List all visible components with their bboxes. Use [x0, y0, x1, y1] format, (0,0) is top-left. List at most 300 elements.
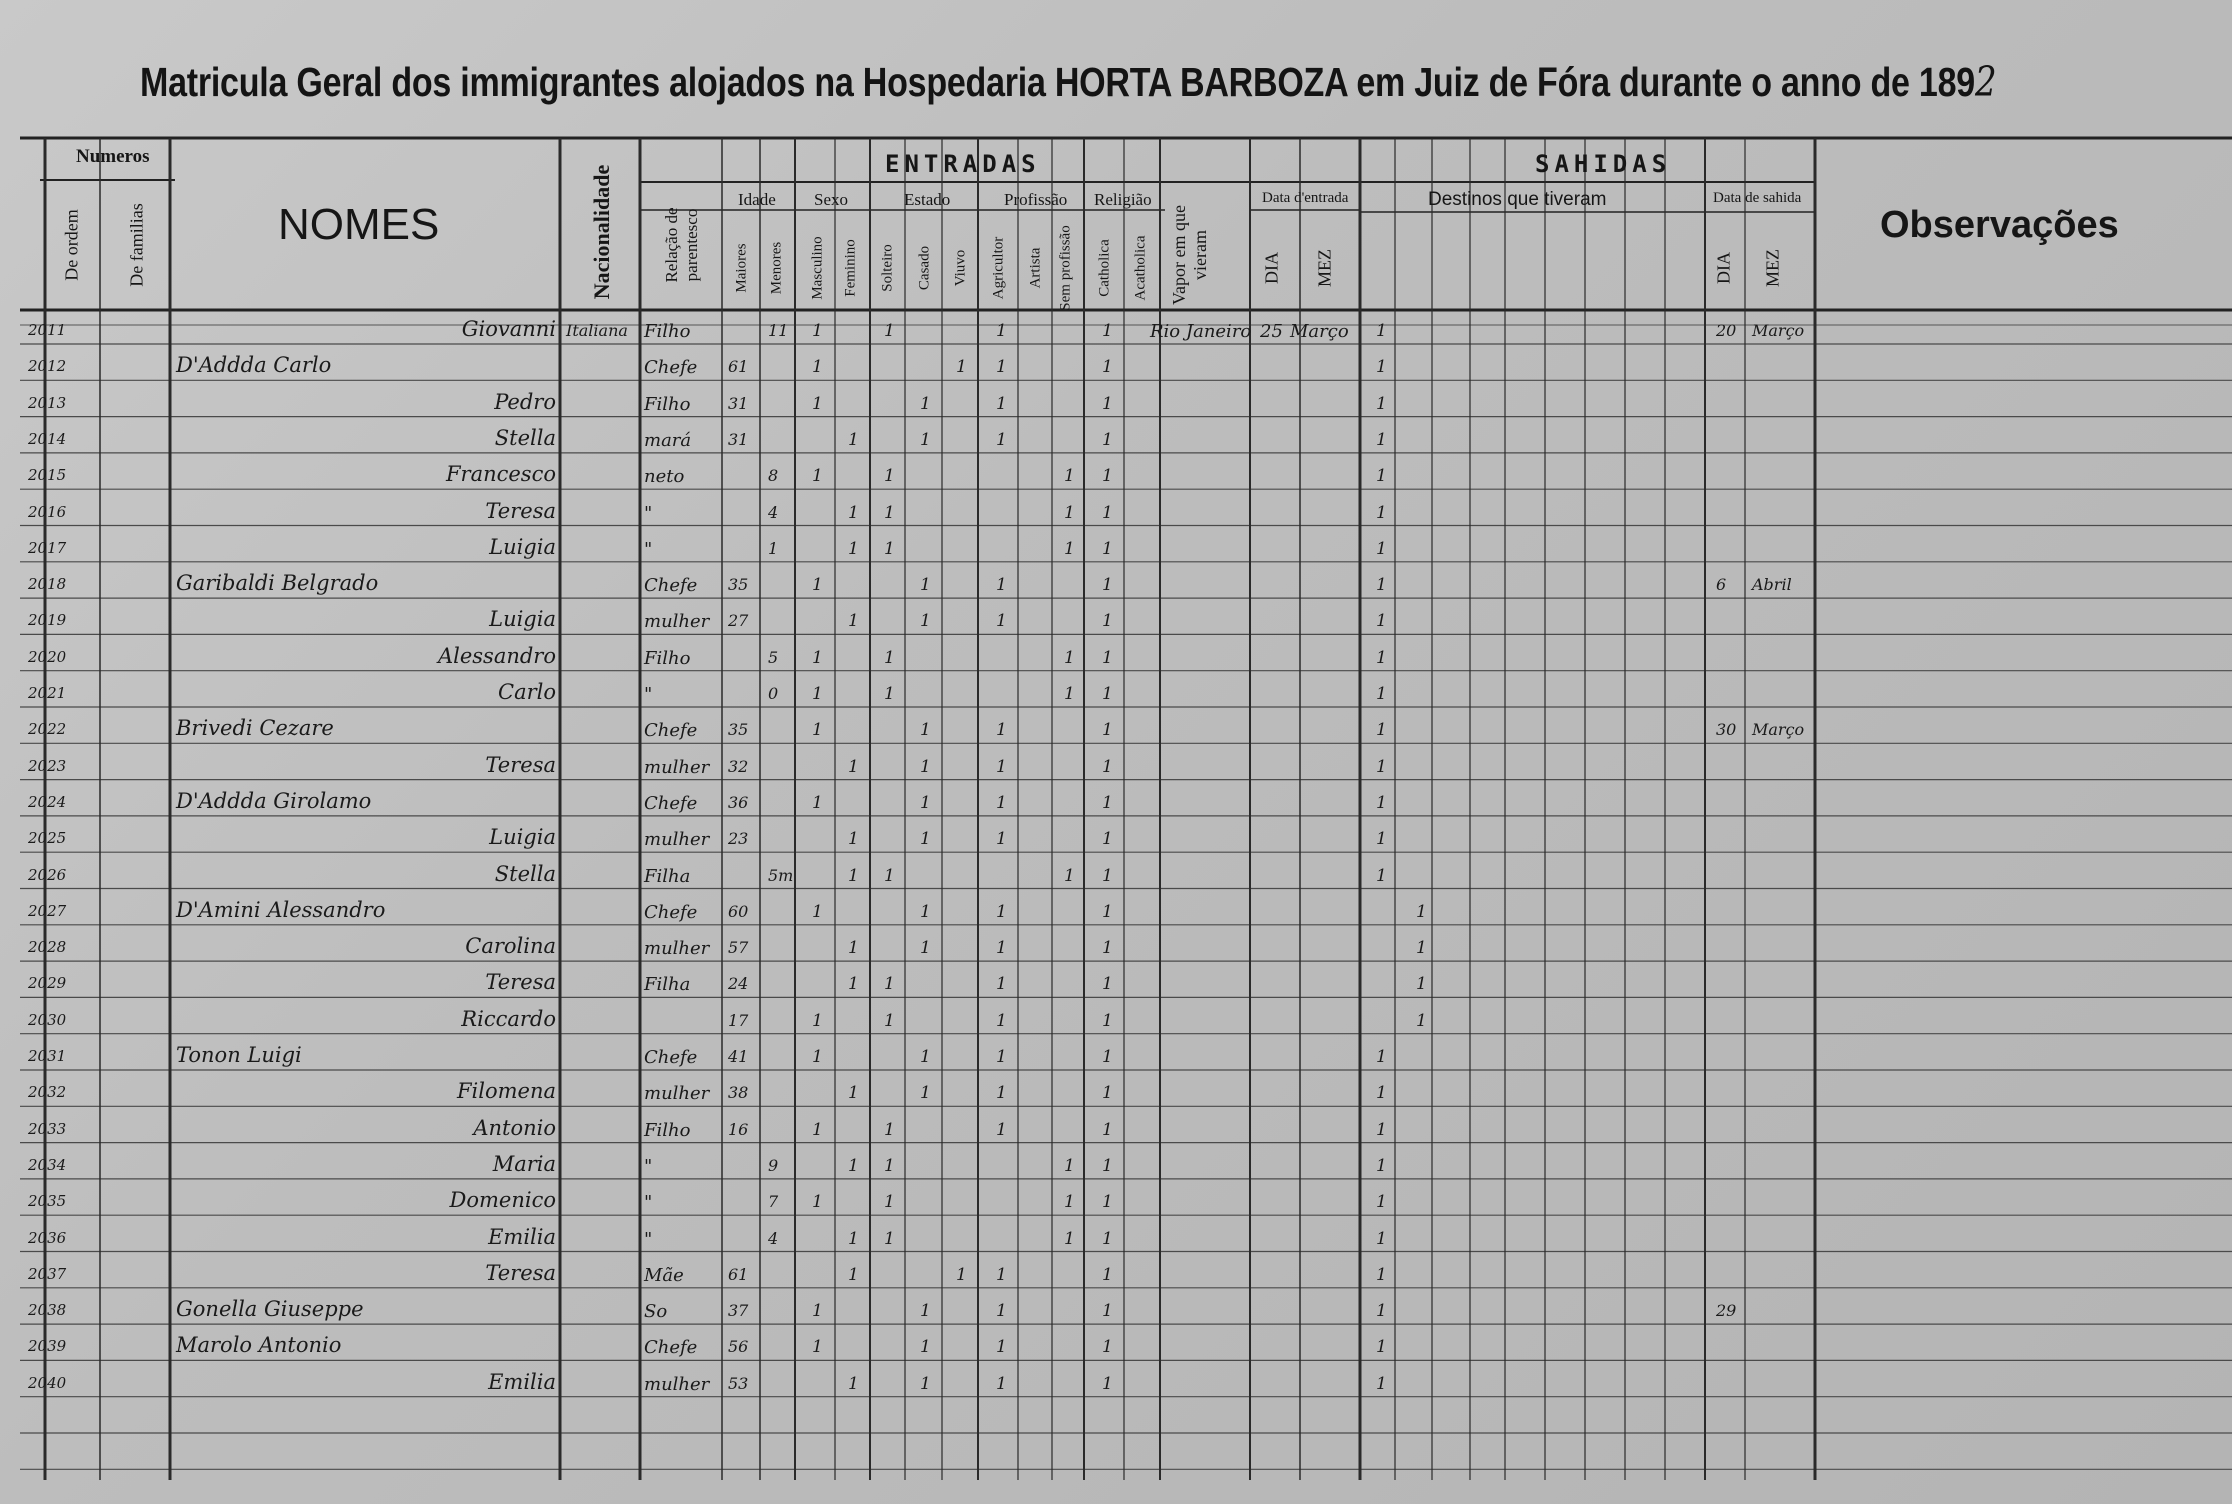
destino-minas-cell: 1: [1416, 901, 1427, 922]
nome-cell: Giovanni: [461, 317, 556, 341]
destino-sp-cell: 1: [1376, 1301, 1387, 1322]
title-text: Matricula Geral dos immigrantes alojados na Hospedaria HORTA BARBOZA em Juiz de Fóra durante o anno de 189: [140, 59, 1975, 105]
feminino-cell: 1: [848, 1264, 859, 1285]
ordem-cell: 2034: [28, 1155, 67, 1174]
destino-sp-cell: 1: [1376, 1337, 1387, 1358]
agricultor-cell: 1: [996, 1083, 1007, 1104]
menores-cell: 1: [768, 538, 779, 558]
catholica-cell: 1: [1102, 321, 1113, 341]
relacao-cell: Filha: [644, 865, 691, 887]
catholica-cell: 1: [1102, 538, 1113, 559]
header-sahidas: SAHIDAS: [1535, 150, 1672, 178]
feminino-cell: 1: [848, 611, 859, 632]
feminino-cell: 1: [848, 1083, 859, 1104]
header-feminino: Feminino: [842, 239, 859, 297]
feminino-cell: 1: [848, 1228, 859, 1249]
menores-cell: 5: [768, 647, 779, 667]
header-viuvo: Viuvo: [952, 249, 969, 287]
destino-sp-cell: 1: [1376, 575, 1387, 596]
nome-cell: Maria: [492, 1151, 556, 1176]
agricultor-cell: 1: [996, 1119, 1007, 1140]
maiores-cell: 37: [728, 1301, 749, 1321]
agricultor-cell: 1: [996, 393, 1007, 414]
header-sexo: Sexo: [814, 190, 848, 209]
masculino-cell: 1: [812, 901, 823, 922]
agricultor-cell: 1: [996, 611, 1007, 632]
catholica-cell: 1: [1102, 575, 1113, 596]
catholica-cell: 1: [1102, 1010, 1113, 1031]
agricultor-cell: 1: [996, 974, 1007, 995]
menores-cell: 4: [768, 1228, 779, 1248]
destino-sp-cell: 1: [1376, 611, 1387, 632]
solteiro-cell: 1: [884, 1010, 895, 1031]
dia-sahida-cell: 6: [1716, 575, 1727, 595]
relacao-cell: mulher: [644, 938, 710, 960]
solteiro-cell: 1: [884, 466, 895, 487]
maiores-cell: 35: [728, 720, 749, 740]
catholica-cell: 1: [1102, 1192, 1113, 1213]
destino-sp-cell: 1: [1376, 1373, 1387, 1394]
menores-cell: 7: [768, 1192, 779, 1212]
nome-cell: Gonella Giuseppe: [176, 1297, 364, 1322]
agricultor-cell: 1: [996, 429, 1007, 450]
ordem-cell: 2035: [28, 1192, 67, 1211]
relacao-cell: mulher: [644, 611, 710, 633]
header-catholica: Catholica: [1096, 239, 1113, 297]
masculino-cell: 1: [812, 720, 823, 741]
ordem-cell: 2040: [28, 1373, 67, 1392]
masculino-cell: 1: [812, 357, 823, 378]
nome-cell: Riccardo: [461, 1006, 556, 1031]
header-de-ordem: De ordem: [61, 209, 82, 281]
catholica-cell: 1: [1102, 720, 1113, 741]
ordem-cell: 2026: [28, 865, 67, 884]
maiores-cell: 35: [728, 575, 749, 595]
relacao-cell: Filho: [644, 1119, 691, 1141]
viuvo-cell: 1: [956, 1264, 967, 1285]
sem-profissao-cell: 1: [1064, 466, 1075, 487]
catholica-cell: 1: [1102, 1264, 1113, 1285]
catholica-cell: 1: [1102, 974, 1113, 995]
mez-sahida-cell: Março: [1752, 321, 1805, 340]
relacao-cell: mulher: [644, 829, 710, 851]
header-agricultor: Agricultor: [990, 236, 1007, 300]
mez-sahida-cell: Março: [1752, 720, 1805, 740]
header-masculino: Masculino: [809, 236, 826, 300]
sem-profissao-cell: 1: [1064, 1192, 1075, 1213]
solteiro-cell: 1: [884, 321, 895, 341]
nome-cell: Garibaldi Belgrado: [176, 571, 379, 596]
header-vapor: Vapor em que vieram: [1169, 205, 1210, 305]
agricultor-cell: 1: [996, 1010, 1007, 1031]
destino-sp-cell: 1: [1376, 466, 1387, 487]
header-religiao: Religião: [1094, 190, 1152, 209]
casado-cell: 1: [920, 1083, 931, 1104]
maiores-cell: 53: [728, 1373, 749, 1393]
menores-cell: 0: [768, 684, 779, 703]
nome-cell: Emilia: [488, 1369, 556, 1394]
casado-cell: 1: [920, 393, 931, 414]
destino-sp-cell: 1: [1376, 357, 1387, 378]
maiores-cell: 31: [728, 429, 749, 449]
destino-sp-cell: 1: [1376, 1192, 1387, 1213]
relacao-cell: Chefe: [644, 357, 698, 379]
ordem-cell: 2027: [28, 901, 67, 920]
dia-sahida-cell: 20: [1716, 321, 1737, 340]
nome-cell: Marolo Antonio: [176, 1333, 342, 1358]
masculino-cell: 1: [812, 1301, 823, 1322]
ordem-cell: 2016: [28, 502, 67, 521]
casado-cell: 1: [920, 829, 931, 850]
ordem-cell: 2014: [28, 429, 67, 448]
catholica-cell: 1: [1102, 901, 1113, 922]
nome-cell: D'Amini Alessandro: [176, 897, 386, 922]
solteiro-cell: 1: [884, 974, 895, 995]
maiores-cell: 24: [728, 974, 749, 994]
header-destinos: Destinos que tiveram: [1428, 189, 1607, 210]
agricultor-cell: 1: [996, 1301, 1007, 1322]
solteiro-cell: 1: [884, 684, 895, 704]
destino-sp-cell: 1: [1376, 321, 1387, 341]
header-nomes: NOMES: [278, 200, 440, 249]
header-de-familias: De familias: [126, 203, 147, 287]
ordem-cell: 2013: [28, 393, 67, 412]
destino-minas-cell: 1: [1416, 1010, 1427, 1031]
agricultor-cell: 1: [996, 1047, 1007, 1067]
ordem-cell: 2033: [28, 1119, 67, 1138]
destino-sp-cell: 1: [1376, 756, 1387, 777]
nome-cell: Stella: [494, 425, 556, 450]
casado-cell: 1: [920, 1373, 931, 1394]
ordem-cell: 2018: [28, 575, 67, 594]
header-observacoes: Observações: [1880, 204, 2119, 246]
solteiro-cell: 1: [884, 1228, 895, 1249]
solteiro-cell: 1: [884, 1192, 895, 1213]
header-maiores: Maiores: [733, 243, 750, 293]
header-dia-entrada: DIA: [1261, 252, 1282, 284]
vapor-cell: Rio Janeiro: [1150, 321, 1252, 342]
maiores-cell: 23: [728, 829, 749, 849]
header-idade: Idade: [738, 190, 776, 209]
catholica-cell: 1: [1102, 1047, 1113, 1067]
feminino-cell: 1: [848, 756, 859, 777]
relacao-cell: ": [644, 538, 653, 560]
agricultor-cell: 1: [996, 792, 1007, 813]
relacao-cell: Filha: [644, 974, 691, 996]
nome-cell: Tonon Luigi: [176, 1043, 302, 1067]
nome-cell: Francesco: [445, 462, 556, 487]
catholica-cell: 1: [1102, 1155, 1113, 1176]
agricultor-cell: 1: [996, 1337, 1007, 1358]
feminino-cell: 1: [848, 1373, 859, 1394]
maiores-cell: 57: [728, 938, 749, 958]
header-acatholica: Acatholica: [1132, 235, 1149, 301]
relacao-cell: So: [644, 1301, 668, 1323]
destino-sp-cell: 1: [1376, 1083, 1387, 1104]
header-mez-entrada: MEZ: [1314, 249, 1335, 287]
casado-cell: 1: [920, 938, 931, 959]
catholica-cell: 1: [1102, 1083, 1113, 1104]
nome-cell: Antonio: [473, 1115, 556, 1140]
ordem-cell: 2017: [28, 538, 67, 557]
ordem-cell: 2037: [28, 1264, 67, 1283]
nome-cell: Teresa: [485, 752, 556, 777]
agricultor-cell: 1: [996, 357, 1007, 378]
relacao-cell: Chefe: [644, 901, 698, 923]
nome-cell: Filomena: [456, 1079, 556, 1104]
catholica-cell: 1: [1102, 1228, 1113, 1249]
casado-cell: 1: [920, 429, 931, 450]
ordem-cell: 2036: [28, 1228, 67, 1247]
sem-profissao-cell: 1: [1064, 1228, 1075, 1249]
header-artista: Artista: [1027, 247, 1044, 289]
masculino-cell: 1: [812, 393, 823, 414]
ordem-cell: 2023: [28, 756, 67, 775]
maiores-cell: 38: [728, 1083, 749, 1103]
casado-cell: 1: [920, 1047, 931, 1067]
dia-sahida-cell: 29: [1716, 1301, 1737, 1321]
mez-entrada-cell: Março: [1290, 321, 1349, 342]
header-casado: Casado: [916, 245, 933, 291]
feminino-cell: 1: [848, 538, 859, 559]
ordem-cell: 2015: [28, 466, 67, 485]
casado-cell: 1: [920, 611, 931, 632]
agricultor-cell: 1: [996, 1264, 1007, 1285]
nome-cell: Alessandro: [437, 643, 556, 668]
casado-cell: 1: [920, 756, 931, 777]
catholica-cell: 1: [1102, 756, 1113, 777]
maiores-cell: 32: [728, 756, 749, 776]
ordem-cell: 2012: [28, 357, 67, 376]
feminino-cell: 1: [848, 865, 859, 886]
ordem-cell: 2029: [28, 974, 67, 993]
masculino-cell: 1: [812, 1047, 823, 1067]
ordem-cell: 2011: [28, 321, 67, 339]
relacao-cell: mulher: [644, 1083, 710, 1105]
destino-sp-cell: 1: [1376, 393, 1387, 414]
destino-sp-cell: 1: [1376, 1119, 1387, 1140]
ordem-cell: 2025: [28, 829, 67, 848]
ordem-cell: 2019: [28, 611, 67, 630]
feminino-cell: 1: [848, 938, 859, 959]
sem-profissao-cell: 1: [1064, 647, 1075, 668]
solteiro-cell: 1: [884, 1119, 895, 1140]
ordem-cell: 2024: [28, 792, 67, 811]
sem-profissao-cell: 1: [1064, 1155, 1075, 1176]
ordem-cell: 2030: [28, 1010, 67, 1029]
solteiro-cell: 1: [884, 647, 895, 668]
ordem-cell: 2038: [28, 1301, 67, 1320]
destino-sp-cell: 1: [1376, 829, 1387, 850]
nome-cell: D'Addda Carlo: [176, 353, 332, 378]
destino-minas-cell: 1: [1416, 938, 1427, 959]
catholica-cell: 1: [1102, 429, 1113, 450]
nome-cell: D'Addda Girolamo: [176, 788, 372, 813]
header-data-sahida: Data de sahida: [1713, 190, 1802, 206]
catholica-cell: 1: [1102, 611, 1113, 632]
agricultor-cell: 1: [996, 938, 1007, 959]
masculino-cell: 1: [812, 1337, 823, 1358]
maiores-cell: 16: [728, 1119, 749, 1139]
masculino-cell: 1: [812, 684, 823, 704]
title-year: 2: [1974, 58, 1997, 106]
dia-sahida-cell: 30: [1716, 720, 1737, 740]
nome-cell: Teresa: [485, 498, 556, 523]
catholica-cell: 1: [1102, 1119, 1113, 1140]
header-menores: Menores: [768, 241, 785, 295]
casado-cell: 1: [920, 1337, 931, 1358]
masculino-cell: 1: [812, 321, 823, 341]
catholica-cell: 1: [1102, 829, 1113, 850]
relacao-cell: ": [644, 1228, 653, 1250]
catholica-cell: 1: [1102, 393, 1113, 414]
relacao-cell: Chefe: [644, 1047, 698, 1068]
sem-profissao-cell: 1: [1064, 502, 1075, 523]
menores-cell: 5m: [768, 865, 794, 885]
page-title: [140, 58, 1997, 106]
viuvo-cell: 1: [956, 357, 967, 378]
catholica-cell: 1: [1102, 1337, 1113, 1358]
sem-profissao-cell: 1: [1064, 865, 1075, 886]
nome-cell: Carolina: [465, 934, 556, 959]
masculino-cell: 1: [812, 1119, 823, 1140]
agricultor-cell: 1: [996, 756, 1007, 777]
sem-profissao-cell: 1: [1064, 538, 1075, 559]
agricultor-cell: 1: [996, 321, 1007, 341]
header-numeros: Numeros: [76, 146, 150, 167]
header-nacionalidade: Nacionalidade: [589, 164, 614, 300]
header-profissao: Profissão: [1004, 190, 1068, 209]
header-estado: Estado: [904, 190, 951, 209]
nome-cell: Luigia: [489, 825, 556, 850]
casado-cell: 1: [920, 720, 931, 741]
menores-cell: 9: [768, 1155, 779, 1175]
maiores-cell: 61: [728, 357, 749, 377]
nome-cell: Carlo: [498, 680, 556, 704]
masculino-cell: 1: [812, 466, 823, 487]
masculino-cell: 1: [812, 1010, 823, 1031]
menores-cell: 4: [768, 502, 779, 522]
destino-sp-cell: 1: [1376, 1228, 1387, 1249]
catholica-cell: 1: [1102, 684, 1113, 704]
destino-sp-cell: 1: [1376, 647, 1387, 668]
header-solteiro: Solteiro: [879, 244, 896, 292]
masculino-cell: 1: [812, 647, 823, 668]
relacao-cell: Chefe: [644, 792, 698, 814]
header-sem-profissao: Sem profissão: [1057, 225, 1074, 311]
relacao-cell: ": [644, 1192, 653, 1214]
casado-cell: 1: [920, 1301, 931, 1322]
nome-cell: Luigia: [489, 534, 556, 559]
destino-sp-cell: 1: [1376, 1155, 1387, 1176]
casado-cell: 1: [920, 792, 931, 813]
agricultor-cell: 1: [996, 575, 1007, 596]
agricultor-cell: 1: [996, 720, 1007, 741]
catholica-cell: 1: [1102, 647, 1113, 668]
feminino-cell: 1: [848, 429, 859, 450]
nome-cell: Pedro: [494, 389, 556, 414]
ordem-cell: 2022: [28, 720, 67, 739]
agricultor-cell: 1: [996, 829, 1007, 850]
nome-cell: Domenico: [449, 1188, 556, 1213]
relacao-cell: Chefe: [644, 1337, 698, 1359]
feminino-cell: 1: [848, 974, 859, 995]
ordem-cell: 2020: [28, 647, 67, 666]
relacao-cell: mará: [644, 429, 692, 451]
agricultor-cell: 1: [996, 1373, 1007, 1394]
catholica-cell: 1: [1102, 466, 1113, 487]
destino-sp-cell: 1: [1376, 684, 1387, 704]
destino-sp-cell: 1: [1376, 1047, 1387, 1067]
masculino-cell: 1: [812, 792, 823, 813]
solteiro-cell: 1: [884, 1155, 895, 1176]
nome-cell: Teresa: [485, 1260, 556, 1285]
catholica-cell: 1: [1102, 792, 1113, 813]
solteiro-cell: 1: [884, 538, 895, 559]
destino-sp-cell: 1: [1376, 792, 1387, 813]
ordem-cell: 2028: [28, 938, 67, 957]
agricultor-cell: 1: [996, 901, 1007, 922]
destino-sp-cell: 1: [1376, 720, 1387, 741]
catholica-cell: 1: [1102, 1301, 1113, 1322]
relacao-cell: neto: [644, 466, 685, 488]
relacao-cell: ": [644, 1155, 653, 1177]
masculino-cell: 1: [812, 575, 823, 596]
relacao-cell: Chefe: [644, 575, 698, 597]
feminino-cell: 1: [848, 1155, 859, 1176]
relacao-cell: mulher: [644, 1373, 710, 1395]
relacao-cell: ": [644, 502, 653, 524]
nacionalidade-cell: Italiana: [566, 321, 628, 340]
casado-cell: 1: [920, 901, 931, 922]
ordem-cell: 2032: [28, 1083, 67, 1102]
catholica-cell: 1: [1102, 502, 1113, 523]
relacao-cell: ": [644, 684, 653, 705]
relacao-cell: Filho: [644, 393, 691, 415]
relacao-cell: Chefe: [644, 720, 698, 742]
destino-sp-cell: 1: [1376, 1264, 1387, 1285]
maiores-cell: 27: [728, 611, 749, 631]
catholica-cell: 1: [1102, 938, 1113, 959]
header-dia-sahida: DIA: [1713, 252, 1734, 284]
feminino-cell: 1: [848, 829, 859, 850]
masculino-cell: 1: [812, 1192, 823, 1213]
ordem-cell: 2031: [28, 1047, 67, 1065]
nome-cell: Stella: [494, 861, 556, 886]
maiores-cell: 31: [728, 393, 749, 413]
header-mez-sahida: MEZ: [1762, 249, 1783, 287]
destino-sp-cell: 1: [1376, 429, 1387, 450]
solteiro-cell: 1: [884, 865, 895, 886]
relacao-cell: Filho: [644, 321, 691, 342]
maiores-cell: 17: [728, 1010, 749, 1030]
catholica-cell: 1: [1102, 1373, 1113, 1394]
maiores-cell: 60: [728, 901, 749, 921]
maiores-cell: 41: [728, 1047, 749, 1066]
catholica-cell: 1: [1102, 865, 1113, 886]
solteiro-cell: 1: [884, 502, 895, 523]
destino-sp-cell: 1: [1376, 502, 1387, 523]
relacao-cell: mulher: [644, 756, 710, 778]
catholica-cell: 1: [1102, 357, 1113, 378]
menores-cell: 11: [768, 321, 789, 340]
mez-sahida-cell: Abril: [1752, 575, 1792, 595]
ordem-cell: 2039: [28, 1337, 67, 1356]
header-entradas: ENTRADAS: [885, 150, 1041, 178]
maiores-cell: 36: [728, 792, 749, 812]
header-data-entrada: Data d'entrada: [1262, 190, 1349, 206]
header-relacao: Relação de parentesco: [662, 207, 701, 283]
